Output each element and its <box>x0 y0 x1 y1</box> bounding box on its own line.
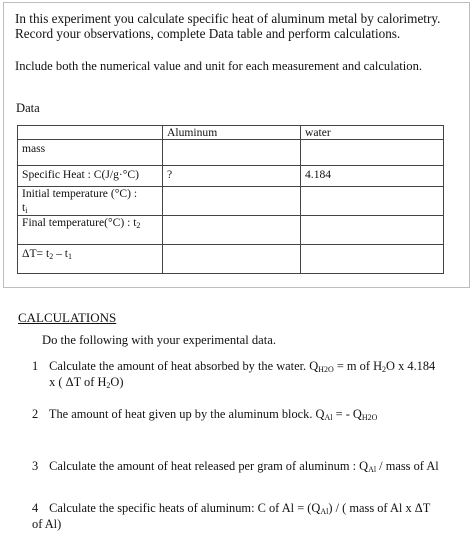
calculation-item-4: 4 Calculate the specific heats of aluminum: C of $Al = (Q_{Al})$ / ( mass of Al x ΔT of Al) <box>32 501 431 531</box>
data-table <box>17 125 444 274</box>
item-number: 3 <box>32 459 39 473</box>
table-row-delta-t <box>18 245 444 274</box>
item-number: 2 <box>32 407 39 421</box>
cell-aluminum-delta-t[interactable] <box>163 245 301 274</box>
data-heading: Data <box>16 101 40 115</box>
table-header-row <box>18 126 444 140</box>
intro-line-1: In this experiment you calculate specific heat of aluminum metal by calorimetry. <box>15 11 441 26</box>
calculation-item-3: 3 Calculate the amount of heat released per gram of aluminum : $Q_{Al}$ / mass of Al <box>32 459 439 474</box>
column-header-label <box>18 126 163 140</box>
row-label-delta-t: $\Delta T= t_2 - t_1$ <box>18 245 163 274</box>
calculations-subtitle: Do the following with your experimental data. <box>42 333 276 347</box>
table-row-final-temp <box>18 216 444 245</box>
calculations-title: CALCULATIONS <box>18 310 117 325</box>
column-header-aluminum: Aluminum <box>163 126 301 140</box>
calculation-item-1: 1 Calculate the amount of heat absorbed by the water. $Q_{H2O} = m$ of $H_2O$ x 4.184 x ( ΔT of $H_2O$) <box>32 359 436 390</box>
column-header-water: water <box>301 126 444 140</box>
intro-line-2: Record your observations, complete Data table and perform calculations. <box>15 26 401 41</box>
cell-water-specific-heat[interactable]: 4.184 <box>301 166 444 187</box>
table-row-initial-temp <box>18 187 444 216</box>
include-instruction: Include both the numerical value and unit for each measurement and calculation. <box>15 59 423 73</box>
row-label-final-temp: Final temperature(°C) : $t_2$ <box>18 216 163 245</box>
table-row-specific-heat <box>18 166 444 187</box>
row-label-mass: mass <box>18 140 163 166</box>
cell-water-final-temp[interactable] <box>301 216 444 245</box>
cell-aluminum-specific-heat[interactable]: ? <box>163 166 301 187</box>
cell-water-initial-temp[interactable] <box>301 187 444 216</box>
instruction-box <box>3 2 470 288</box>
item-number: 1 <box>32 359 39 373</box>
row-label-initial-temp: Initial temperature (°C) : $t_i$ <box>18 187 163 216</box>
cell-aluminum-mass[interactable] <box>163 140 301 166</box>
cell-aluminum-initial-temp[interactable] <box>163 187 301 216</box>
item-number: 4 <box>32 501 39 515</box>
cell-water-mass[interactable] <box>301 140 444 166</box>
cell-aluminum-final-temp[interactable] <box>163 216 301 245</box>
calculation-item-2: 2 The amount of heat given up by the aluminum block. $Q_{Al}$ = - $Q_{H2O}$ <box>32 407 378 422</box>
row-label-specific-heat: Specific Heat : C(J/g·°C) <box>18 166 163 187</box>
cell-water-delta-t[interactable] <box>301 245 444 274</box>
intro-text <box>15 11 465 41</box>
table-row-mass <box>18 140 444 166</box>
